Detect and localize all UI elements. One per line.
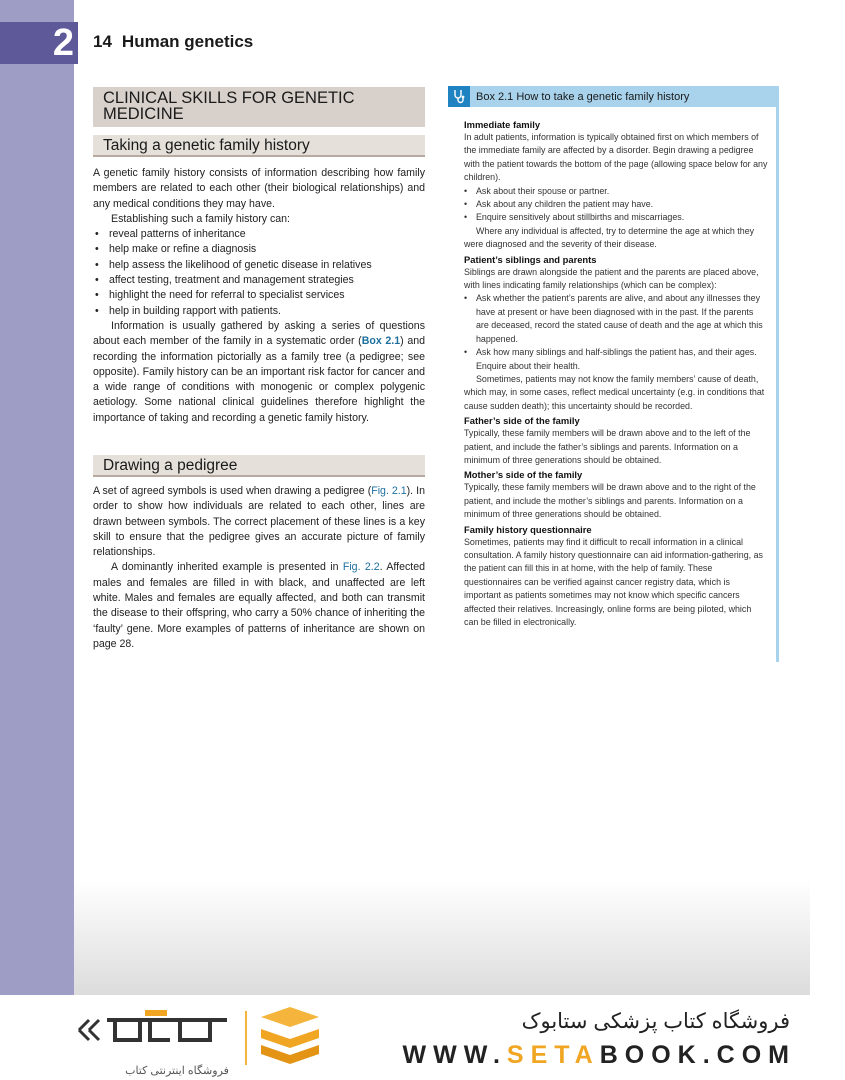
list-item: • help make or refine a diagnosis [93,242,425,257]
list-item: • reveal patterns of inheritance [93,227,425,242]
list-item: • Ask about their spouse or partner. [464,185,768,198]
store-name: فروشگاه کتاب پزشکی ستابوک [521,1010,790,1033]
box-2-1 [448,86,779,662]
box-paragraph: Siblings are drawn alongside the patient and the parents are placed above, with lines indicating family relationships (which can be complex): [464,266,759,291]
list-item: • Ask whether the patient’s parents are alive, and about any illnesses they have at present or have been diagnosed with in the past. If the parents are deceased, record the stated cause of death and the age at which this happened. [464,292,768,346]
url-part-highlight: SETA [506,1041,600,1069]
url-part: WWW. [402,1041,507,1069]
box-subheading: Patient’s siblings and parents [464,253,597,265]
fig-2-2-link[interactable]: Fig. 2.2 [342,561,380,574]
text-run: . Affected males and females are filled in with black, and unaffected are left white. Males and females are equally affected, and both can transmit the disease to their offspring, who carry a 50% chance of inheriting the ‘faulty’ gene. More examples of patterns of inheritance are shown on page 28. [93,561,425,650]
list-item: • Enquire sensitively about stillbirths and miscarriages. [464,211,768,224]
running-title: Human genetics [121,32,254,51]
list-item: • highlight the need for referral to specialist services [93,288,425,303]
box-bullet-list [464,185,768,225]
page-bottom-shadow [74,880,810,995]
box-paragraph: Sometimes, patients may not know the family members’ cause of death, which may, in some cases, reflect medical uncertainty (e.g. in conditions that cause sudden death); this uncertainty should be recorded. [464,373,765,411]
list-item: • affect testing, treatment and management strategies [93,273,425,288]
url-part: BOOK.COM [599,1041,796,1069]
box-header [448,86,776,107]
box-subheading: Family history questionnaire [464,523,592,535]
page-header [93,32,253,52]
box-subheading: Father’s side of the family [464,415,580,427]
box-paragraph: Sometimes, patients may find it difficult to recall information in a clinical consultation. A family history questionnaire can aid information-gathering, as the patient can fill this in at home, with the help of family. These questionnaires can be verified against cancer registry data, which is important as patients sometimes may not know which specific cancers affected their relatives. Increasingly, online forms are being piloted, which can be filled in electronically. [464,536,763,627]
text-run: A dominantly inherited example is presented in [111,561,343,574]
box-paragraph: Typically, these family members will be drawn above and to the left of the patient, and include the father’s siblings and parents. Information on a minimum of three generations should be obtained. [464,428,751,465]
box-subheading: Immediate family [464,119,541,130]
section-heading-pedigree: Drawing a pedigree [93,455,425,477]
paragraph: Establishing such a family history can: [111,212,290,225]
fig-2-1-link[interactable]: Fig. 2.1 [371,485,407,497]
box-title: Box 2.1 How to take a genetic family history [476,90,690,103]
box-subheading: Mother’s side of the family [464,469,583,481]
stethoscope-icon [448,86,470,107]
bullet-list [93,227,425,319]
box-paragraph: Typically, these family members will be drawn above and to the right of the patient, and include the mother’s siblings and parents. Information on a minimum of three generations should be obtained. [464,482,756,520]
chapter-number-tab: 2 [0,22,78,64]
section-heading-family-history: Taking a genetic family history [93,135,425,157]
box-paragraph: Where any individual is affected, try to determine the age at which they were diagnosed and the severity of their disease. [464,225,755,250]
list-item: • Ask about any children the patient may have. [464,198,768,211]
page-number: 14 [93,32,112,51]
paragraph [93,319,425,426]
text-run: ). In order to show how individuals are related to each other, lines are drawn between symbols. The correct placement of these lines is a key skill to ensure that the pedigree gives an accurate picture of family relationships. [93,485,425,559]
setabook-wordmark-logo [75,1010,240,1077]
list-item: • help in building rapport with patients. [93,304,425,319]
chapter-side-strip [0,0,74,995]
paragraph: A genetic family history consists of information describing how family members are related to each other (their biological relationships) and any medical conditions they may have. [93,167,425,210]
list-item: • Ask how many siblings and half-siblings the patient has, and their ages. Enquire about their health. [464,346,768,373]
box-bullet-list [464,292,768,372]
section-pedigree-body [93,484,425,652]
text-run: ) and recording the information pictorially as a family tree (a pedigree; see opposite). Family history can be an important risk factor for cancer and a wide range of conditions with monogenic or complex polygenic aetiology. Some national clinical guidelines therefore highlight the importance of taking and recording a genetic family history. [93,335,425,424]
paragraph [93,560,425,652]
list-item: • help assess the likelihood of genetic disease in relatives [93,258,425,273]
box-2-1-link[interactable]: Box 2.1 [361,335,401,348]
logo-divider [245,1011,247,1065]
box-paragraph: In adult patients, information is typically obtained first on which members of the immediate family are affected by a disorder. Begin drawing a pedigree with the patient towards the bottom of the page (allowing space below for any children). [464,132,768,183]
section-family-history-body [93,166,425,426]
text-run: Information is usually gathered by asking a series of questions about each member of the family in a systematic order ( [93,319,425,348]
box-body [448,107,776,629]
book-stack-icon [255,1003,325,1069]
watermark-footer [35,995,810,1080]
store-url[interactable] [403,1041,796,1070]
logo-subtext: فروشگاه اینترنتی کتاب [125,1065,229,1077]
main-heading: CLINICAL SKILLS FOR GENETIC MEDICINE [93,87,425,127]
paragraph [93,484,425,560]
text-run: A set of agreed symbols is used when drawing a pedigree ( [93,485,372,497]
